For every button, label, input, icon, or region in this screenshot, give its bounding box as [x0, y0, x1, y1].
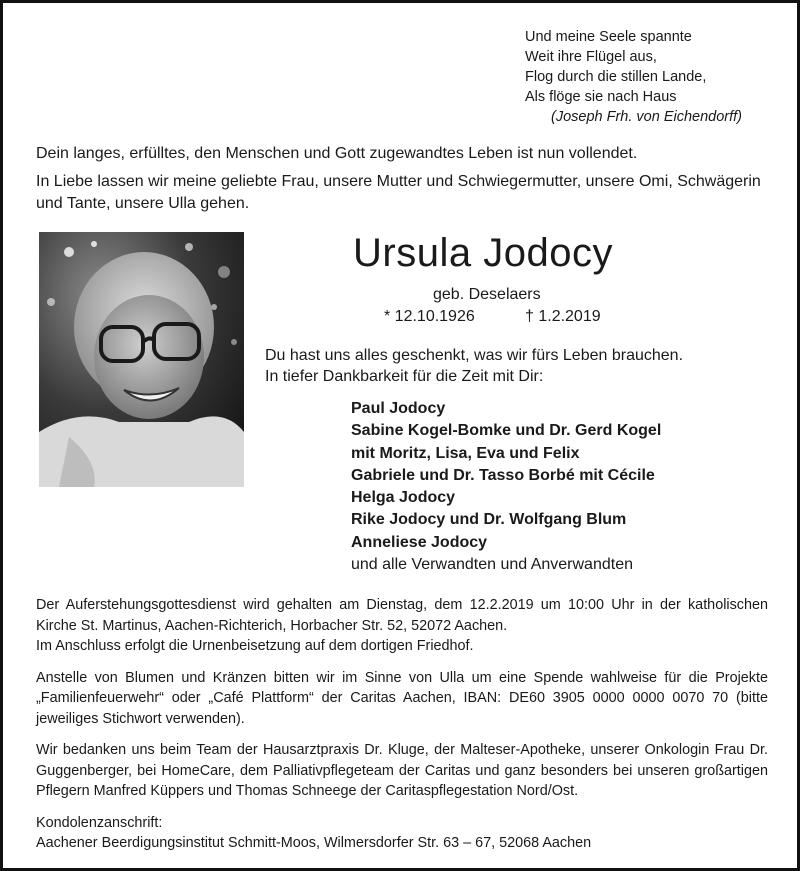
gratitude-text	[265, 345, 785, 387]
family-member: Gabriele und Dr. Tasso Borbé mit Cécile	[351, 466, 655, 484]
death-date: † 1.2.2019	[525, 308, 601, 325]
family-list	[351, 398, 791, 576]
poem-line: Flog durch die stillen Lande,	[525, 69, 707, 85]
birth-name: geb. Deselaers	[433, 286, 541, 303]
birth-date: * 12.10.1926	[384, 308, 475, 325]
poem-line: Als flöge sie nach Haus	[525, 89, 677, 105]
service-paragraph	[36, 595, 768, 657]
portrait-photo	[39, 232, 244, 487]
intro-line: In Liebe lassen wir meine geliebte Frau, unsere Mutter und Schwiegermutter, unsere Omi, Schwägerin und Tante, unsere Ulla gehen.	[36, 173, 761, 212]
poem-author: (Joseph Frh. von Eichendorff)	[551, 109, 743, 125]
details-section	[36, 595, 768, 865]
thanks-paragraph: Wir bedanken uns beim Team der Hausarztpraxis Dr. Kluge, der Malteser-Apotheke, unserer Onkologin Frau Dr. Guggenberger, bei HomeCare, dem Palliativpflegeteam der Caritas und ganz besonders bei unseren großartigen Pflegern Manfred Küppers und Thomas Schneege der Caritaspflegestation Nord/Ost.	[36, 742, 768, 799]
intro-text	[36, 143, 776, 221]
poem-block	[525, 27, 785, 127]
condolence-label: Kondolenzanschrift:	[36, 814, 163, 831]
service-text: Der Auferstehungsgottesdienst wird gehalten am Dienstag, dem 12.2.2019 um 10:00 Uhr in der katholischen Kirche St. Martinus, Aachen-Richterich, Horbacher Str. 52, 52072 Aachen.	[36, 597, 768, 634]
gratitude-line: Du hast uns alles geschenkt, was wir fürs Leben brauchen.	[265, 347, 684, 364]
family-member: Helga Jodocy	[351, 489, 456, 507]
family-member: Paul Jodocy	[351, 400, 446, 417]
poem-line: Und meine Seele spannte	[525, 29, 692, 45]
deceased-name: Ursula Jodocy	[353, 231, 613, 275]
family-closing: und alle Verwandten und Anverwandten	[351, 556, 633, 574]
gratitude-line: In tiefer Dankbarkeit für die Zeit mit Dir:	[265, 368, 544, 385]
family-member: Anneliese Jodocy	[351, 533, 488, 551]
donation-paragraph: Anstelle von Blumen und Kränzen bitten wir im Sinne von Ulla um eine Spende wahlweise für die Projekte „Familienfeuerwehr“ oder „Café Plattform“ der Caritas Aachen, IBAN: DE60 3905 0000 0000 0070 70 (bitte jeweiliges Stichwort verwenden).	[36, 669, 768, 727]
life-dates	[384, 308, 624, 326]
intro-line: Dein langes, erfülltes, den Menschen und Gott zugewandtes Leben ist nun vollendet.	[36, 145, 638, 162]
condolence-address: Aachener Beerdigungsinstitut Schmitt-Moos, Wilmersdorfer Str. 63 – 67, 52068 Aachen	[36, 835, 592, 851]
family-member: Sabine Kogel-Bomke und Dr. Gerd Kogel	[351, 422, 662, 440]
poem-line: Weit ihre Flügel aus,	[525, 49, 657, 65]
family-member: mit Moritz, Lisa, Eva und Felix	[351, 444, 580, 462]
condolence-paragraph	[36, 813, 768, 854]
burial-text: Im Anschluss erfolgt die Urnenbeisetzung auf dem dortigen Friedhof.	[36, 638, 474, 654]
family-member: Rike Jodocy und Dr. Wolfgang Blum	[351, 511, 627, 529]
